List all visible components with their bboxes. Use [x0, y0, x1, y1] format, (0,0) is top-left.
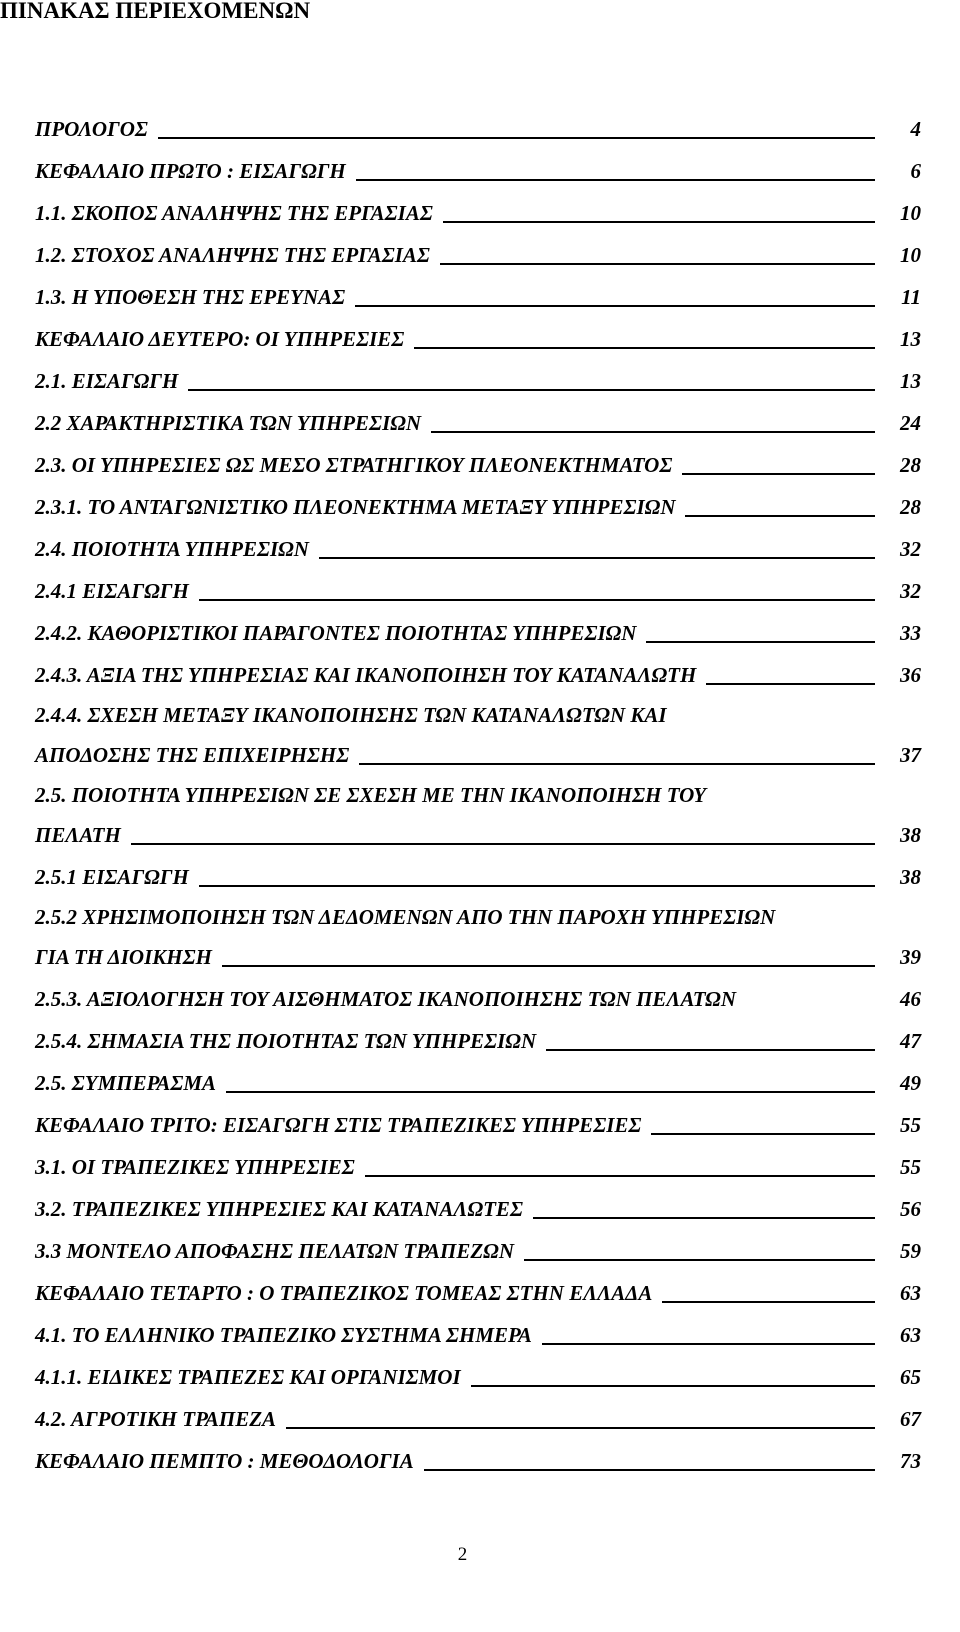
toc-entry[interactable]: [35, 978, 921, 1020]
toc-entry[interactable]: [35, 360, 921, 402]
toc-entry-page: 56: [900, 1197, 921, 1221]
leader-line: [685, 514, 875, 517]
toc-entry[interactable]: [35, 856, 921, 898]
leader-line: [414, 346, 875, 349]
toc-entry-title: ΠΡΟΛΟΓΟΣ: [35, 117, 148, 141]
toc-entry-page: 11: [901, 285, 921, 309]
toc-entry-page: 59: [900, 1239, 921, 1263]
toc-entry-title: 1.2. ΣΤΟΧΟΣ ΑΝΑΛΗΨΗΣ ΤΗΣ ΕΡΓΑΣΙΑΣ: [35, 243, 430, 267]
toc-entry[interactable]: [35, 528, 921, 570]
toc-entry[interactable]: [35, 696, 921, 776]
toc-entry-title: 4.1. ΤΟ ΕΛΛΗΝΙΚΟ ΤΡΑΠΕΖΙΚΟ ΣΥΣΤΗΜΑ ΣΗΜΕΡΑ: [35, 1323, 532, 1347]
leader-line: [662, 1300, 875, 1303]
toc-entry-page: 10: [900, 201, 921, 225]
toc-entry-title: ΚΕΦΑΛΑΙΟ ΔΕΥΤΕΡΟ: ΟΙ ΥΠΗΡΕΣΙΕΣ: [35, 327, 405, 351]
leader-line: [356, 178, 875, 181]
leader-line: [471, 1384, 875, 1387]
toc-entry-title: 2.5. ΣΥΜΠΕΡΑΣΜΑ: [35, 1071, 217, 1095]
toc-entry-page: 32: [900, 579, 921, 603]
toc-entry-title: ΚΕΦΑΛΑΙΟ ΤΡΙΤΟ: ΕΙΣΑΓΩΓΗ ΣΤΙΣ ΤΡΑΠΕΖΙΚΕΣ ΥΠΗΡΕΣΙΕΣ: [35, 1113, 642, 1137]
leader-line: [131, 842, 875, 845]
toc-entry-page: 55: [900, 1113, 921, 1137]
leader-line: [542, 1342, 875, 1345]
leader-line: [365, 1174, 875, 1177]
leader-line: [226, 1090, 875, 1093]
toc-entry-title: ΚΕΦΑΛΑΙΟ ΤΕΤΑΡΤΟ : Ο ΤΡΑΠΕΖΙΚΟΣ ΤΟΜΕΑΣ ΣΤΗΝ ΕΛΛΑΔΑ: [35, 1281, 653, 1305]
toc-entry-title: ΚΕΦΑΛΑΙΟ ΠΕΜΠΤΟ : ΜΕΘΟΔΟΛΟΓΙΑ: [35, 1449, 414, 1473]
toc-entry-title: 2.5.3. ΑΞΙΟΛΟΓΗΣΗ ΤΟΥ ΑΙΣΘΗΜΑΤΟΣ ΙΚΑΝΟΠΟΙΗΣΗΣ ΤΩΝ ΠΕΛΑΤΩΝ: [35, 987, 737, 1011]
toc-entry-page: 36: [900, 663, 921, 687]
leader-line: [431, 430, 875, 433]
toc-entry-page: 47: [900, 1029, 921, 1053]
toc-entry-page: 73: [900, 1449, 921, 1473]
toc-entry[interactable]: [35, 1356, 921, 1398]
leader-line: [158, 136, 875, 139]
toc-entry-title: 3.2. ΤΡΑΠΕΖΙΚΕΣ ΥΠΗΡΕΣΙΕΣ ΚΑΙ ΚΑΤΑΝΑΛΩΤΕΣ: [35, 1197, 523, 1221]
toc-entry[interactable]: [35, 776, 921, 856]
toc-entry-title: 2.4.2. ΚΑΘΟΡΙΣΤΙΚΟΙ ΠΑΡΑΓΟΝΤΕΣ ΠΟΙΟΤΗΤΑΣ ΥΠΗΡΕΣΙΩΝ: [35, 621, 637, 645]
toc-entry[interactable]: [35, 654, 921, 696]
leader-line: [443, 220, 875, 223]
toc-entry[interactable]: [35, 402, 921, 444]
toc-title: ΠΙΝΑΚΑΣ ΠΕΡΙΕΧΟΜΕΝΩΝ: [0, 0, 311, 23]
toc-entry[interactable]: [35, 1020, 921, 1062]
leader-line: [440, 262, 875, 265]
toc-entry-page: 63: [900, 1323, 921, 1347]
toc-entry-title: 1.3. Η ΥΠΟΘΕΣΗ ΤΗΣ ΕΡΕΥΝΑΣ: [35, 285, 346, 309]
toc-entry[interactable]: [35, 108, 921, 150]
leader-line: [355, 304, 875, 307]
toc-entry-title: 2.4.1 ΕΙΣΑΓΩΓΗ: [35, 579, 189, 603]
toc-entry[interactable]: [35, 570, 921, 612]
toc-entry-page: 38: [900, 865, 921, 889]
toc-entry-page: 67: [900, 1407, 921, 1431]
leader-line: [222, 964, 875, 967]
toc-entry-page: 46: [900, 987, 921, 1011]
toc-entry[interactable]: [35, 1398, 921, 1440]
toc-entry-title: 4.2. ΑΓΡΟΤΙΚΗ ΤΡΑΠΕΖΑ: [35, 1407, 277, 1431]
leader-line: [682, 472, 875, 475]
toc-entry[interactable]: [35, 1440, 921, 1482]
leader-line: [424, 1468, 875, 1471]
toc-entry[interactable]: [35, 1062, 921, 1104]
toc-entry-page: 28: [900, 495, 921, 519]
toc-entry-page: 24: [900, 411, 921, 435]
toc-entry[interactable]: [35, 486, 921, 528]
toc-entry-page: 10: [900, 243, 921, 267]
toc-entry[interactable]: [35, 898, 921, 978]
leader-line: [651, 1132, 875, 1135]
toc-entry-title: 1.1. ΣΚΟΠΟΣ ΑΝΑΛΗΨΗΣ ΤΗΣ ΕΡΓΑΣΙΑΣ: [35, 201, 433, 225]
toc-entry-page: 33: [900, 621, 921, 645]
toc-entry-page: 65: [900, 1365, 921, 1389]
leader-line: [546, 1048, 875, 1051]
toc-entry[interactable]: [35, 444, 921, 486]
toc-entry-title: 2.3. ΟΙ ΥΠΗΡΕΣΙΕΣ ΩΣ ΜΕΣΟ ΣΤΡΑΤΗΓΙΚΟΥ ΠΛΕΟΝΕΚΤΗΜΑΤΟΣ: [35, 453, 673, 477]
toc-entry-title: 3.3 ΜΟΝΤΕΛΟ ΑΠΟΦΑΣΗΣ ΠΕΛΑΤΩΝ ΤΡΑΠΕΖΩΝ: [35, 1239, 514, 1263]
toc-entry-title: ΚΕΦΑΛΑΙΟ ΠΡΩΤΟ : ΕΙΣΑΓΩΓΗ: [35, 159, 346, 183]
toc-entry-title: 2.5.1 ΕΙΣΑΓΩΓΗ: [35, 865, 189, 889]
toc-entry-title-line1: 2.4.4. ΣΧΕΣΗ ΜΕΤΑΞΥ ΙΚΑΝΟΠΟΙΗΣΗΣ ΤΩΝ ΚΑΤΑΝΑΛΩΤΩΝ ΚΑΙ: [35, 703, 667, 727]
toc-entry-page: 6: [910, 159, 921, 183]
leader-line: [199, 884, 875, 887]
toc-entry[interactable]: [35, 1104, 921, 1146]
toc-entry-title: 2.4.3. ΑΞΙΑ ΤΗΣ ΥΠΗΡΕΣΙΑΣ ΚΑΙ ΙΚΑΝΟΠΟΙΗΣΗ ΤΟΥ ΚΑΤΑΝΑΛΩΤΗ: [35, 663, 697, 687]
leader-line: [706, 682, 875, 685]
toc-entry-title: ΑΠΟΔΟΣΗΣ ΤΗΣ ΕΠΙΧΕΙΡΗΣΗΣ: [35, 743, 350, 767]
toc-entry-title: 2.2 ΧΑΡΑΚΤΗΡΙΣΤΙΚΑ ΤΩΝ ΥΠΗΡΕΣΙΩΝ: [35, 411, 422, 435]
toc-entry[interactable]: [35, 1146, 921, 1188]
leader-line: [188, 388, 875, 391]
toc-entry[interactable]: [35, 150, 921, 192]
toc-entry-title: 2.3.1. ΤΟ ΑΝΤΑΓΩΝΙΣΤΙΚΟ ΠΛΕΟΝΕΚΤΗΜΑ ΜΕΤΑΞΥ ΥΠΗΡΕΣΙΩΝ: [35, 495, 676, 519]
page-number: 2: [457, 1544, 468, 1565]
leader-line: [286, 1426, 875, 1429]
leader-line: [533, 1216, 875, 1219]
toc-entry-page: 13: [900, 369, 921, 393]
toc-entry-title: 2.5.4. ΣΗΜΑΣΙΑ ΤΗΣ ΠΟΙΟΤΗΤΑΣ ΤΩΝ ΥΠΗΡΕΣΙΩΝ: [35, 1029, 537, 1053]
toc-entry-title: ΓΙΑ ΤΗ ΔΙΟΙΚΗΣΗ: [35, 945, 212, 969]
toc-entry[interactable]: [35, 234, 921, 276]
toc-entry[interactable]: [35, 1188, 921, 1230]
table-of-contents: [35, 108, 921, 1482]
leader-line: [524, 1258, 875, 1261]
leader-line: [199, 598, 875, 601]
leader-line: [359, 762, 875, 765]
toc-entry-page: 63: [900, 1281, 921, 1305]
toc-entry[interactable]: [35, 612, 921, 654]
toc-entry[interactable]: [35, 192, 921, 234]
toc-entry[interactable]: [35, 318, 921, 360]
toc-entry-page: 37: [900, 743, 921, 767]
toc-entry-page: 13: [900, 327, 921, 351]
leader-line: [319, 556, 875, 559]
toc-entry-page: 55: [900, 1155, 921, 1179]
toc-entry-page: 49: [900, 1071, 921, 1095]
toc-entry-title-line1: 2.5.2 ΧΡΗΣΙΜΟΠΟΙΗΣΗ ΤΩΝ ΔΕΔΟΜΕΝΩΝ ΑΠΟ ΤΗΝ ΠΑΡΟΧΗ ΥΠΗΡΕΣΙΩΝ: [35, 905, 776, 929]
toc-entry-title: ΠΕΛΑΤΗ: [35, 823, 121, 847]
toc-entry[interactable]: [35, 1272, 921, 1314]
toc-entry[interactable]: [35, 1314, 921, 1356]
toc-entry-page: 39: [900, 945, 921, 969]
toc-entry-title: 2.4. ΠΟΙΟΤΗΤΑ ΥΠΗΡΕΣΙΩΝ: [35, 537, 309, 561]
toc-entry-title: 3.1. ΟΙ ΤΡΑΠΕΖΙΚΕΣ ΥΠΗΡΕΣΙΕΣ: [35, 1155, 355, 1179]
toc-entry-page: 32: [900, 537, 921, 561]
toc-entry[interactable]: [35, 1230, 921, 1272]
leader-line: [646, 640, 875, 643]
toc-entry-page: 4: [910, 117, 921, 141]
toc-entry[interactable]: [35, 276, 921, 318]
toc-entry-title: 2.1. ΕΙΣΑΓΩΓΗ: [35, 369, 179, 393]
toc-entry-title: 4.1.1. ΕΙΔΙΚΕΣ ΤΡΑΠΕΖΕΣ ΚΑΙ ΟΡΓΑΝΙΣΜΟΙ: [35, 1365, 461, 1389]
toc-entry-title-line1: 2.5. ΠΟΙΟΤΗΤΑ ΥΠΗΡΕΣΙΩΝ ΣΕ ΣΧΕΣΗ ΜΕ ΤΗΝ ΙΚΑΝΟΠΟΙΗΣΗ ΤΟΥ: [35, 783, 707, 807]
toc-entry-page: 28: [900, 453, 921, 477]
toc-entry-page: 38: [900, 823, 921, 847]
